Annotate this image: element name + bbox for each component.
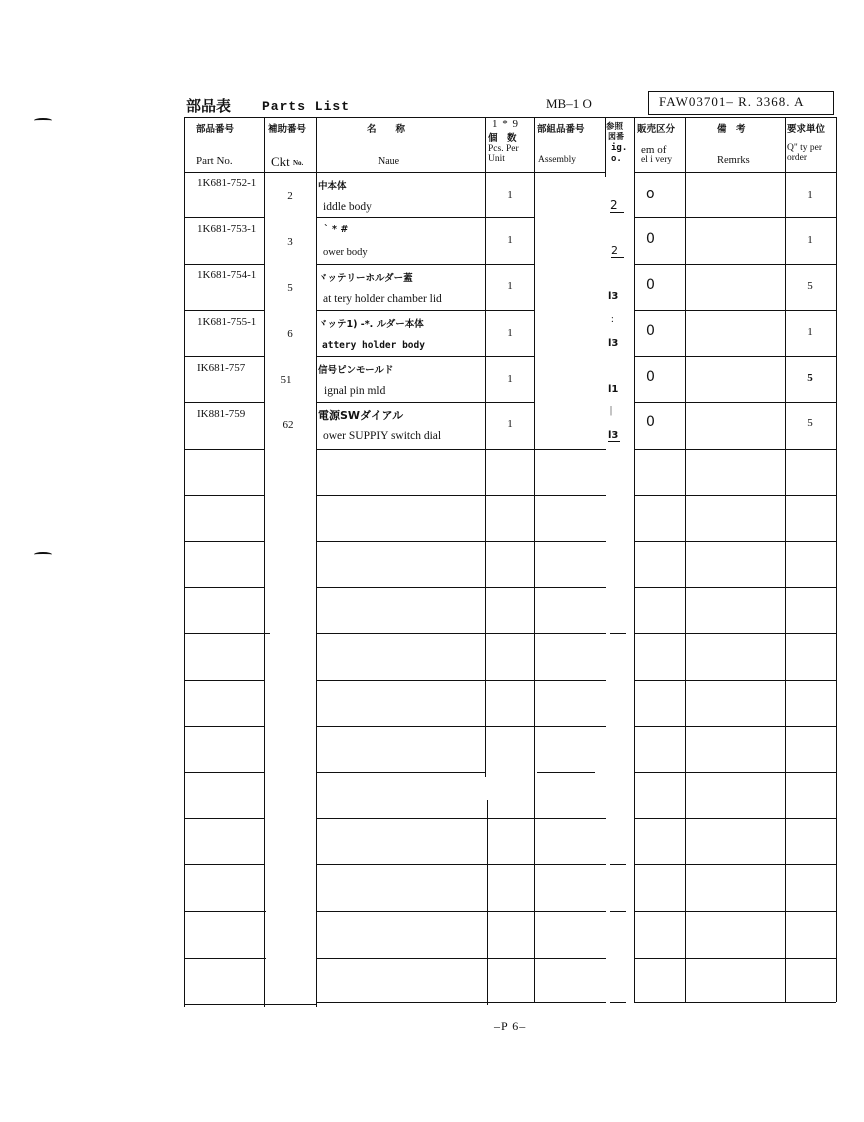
name-en: attery holder body: [322, 340, 425, 351]
name-jp: ヾッテリーホルダー蓋: [318, 273, 413, 284]
part-number: IK881-759: [197, 408, 246, 420]
col-fig-en1: ig.: [611, 143, 628, 153]
col-ckt-en-small: No.: [293, 159, 304, 167]
col-name-jp: 名 称: [367, 124, 406, 135]
delivery-code: 0: [646, 231, 655, 247]
col-order-en1: Q" ty per: [787, 143, 823, 153]
pcs-per-unit: 1: [507, 234, 513, 246]
name-jp: 中本体: [318, 181, 347, 192]
pcs-per-unit: 1: [507, 280, 513, 292]
name-en: ower body: [323, 247, 368, 258]
delivery-code: 0: [646, 323, 655, 339]
col-partno-jp: 部品番号: [196, 124, 235, 135]
col-remarks-en: Remrks: [717, 155, 750, 166]
name-jp: ヾッテ1) -*. ルダー本体: [318, 319, 424, 330]
pcs-per-unit: 1: [507, 189, 513, 201]
col-qty-en2: Unit: [488, 154, 505, 164]
part-number: 1K681-752-1: [197, 177, 257, 189]
fig-ref: l1: [608, 384, 619, 395]
order-qty: 1: [807, 189, 813, 201]
document-number: FAW03701– R. 3368. A: [648, 91, 834, 115]
order-qty: 1: [807, 234, 813, 246]
delivery-code: 0: [646, 369, 655, 385]
name-jp: ` * #: [324, 224, 349, 235]
punch-mark: [34, 552, 52, 557]
delivery-code: 0: [646, 414, 655, 430]
col-delivery-en2: el i very: [641, 155, 673, 165]
title-jp: 部品表: [186, 97, 232, 115]
name-jp: 信号ピンモールド: [318, 365, 394, 376]
order-qty: 5: [807, 372, 813, 384]
fig-ref: 2: [610, 198, 624, 213]
part-number: 1K681-755-1: [197, 316, 257, 328]
page-number: –P 6–: [494, 1019, 527, 1033]
col-delivery-en1: em of: [641, 144, 667, 156]
pcs-per-unit: 1: [507, 327, 513, 339]
order-qty: 5: [807, 280, 813, 292]
pcs-per-unit: 1: [507, 373, 513, 385]
ckt-number: 51: [280, 374, 292, 386]
part-number: IK681-757: [197, 362, 246, 374]
col-partno-en: Part No.: [196, 155, 233, 167]
name-jp: 電源SWダイアル: [318, 409, 404, 422]
pcs-per-unit: 1: [507, 418, 513, 430]
fig-ref-mark: |: [610, 405, 613, 416]
model-number: MB–1 O: [546, 96, 592, 111]
delivery-code: 0: [646, 277, 655, 293]
part-number: 1K681-753-1: [197, 223, 257, 235]
col-order-jp: 要求単位: [787, 124, 826, 135]
col-assembly-en: Assembly: [538, 155, 576, 165]
ckt-number: 2: [287, 190, 293, 202]
col-ckt-jp: 補助番号: [268, 124, 307, 135]
col-fig-en2: o.: [611, 154, 622, 164]
col-remarks-jp: 備 考: [717, 124, 746, 135]
fig-ref: l3: [608, 291, 619, 302]
name-en: at tery holder chamber lid: [323, 293, 442, 305]
punch-mark: [34, 118, 52, 123]
col-fig-jp1: 参照: [606, 122, 624, 132]
order-qty: 5: [807, 417, 813, 429]
col-order-en2: order: [787, 153, 808, 163]
title-en: Parts List: [262, 99, 351, 114]
col-name-en: Naue: [378, 156, 400, 167]
ckt-number: 6: [287, 328, 293, 340]
order-qty: 1: [807, 326, 813, 338]
col-qty-jp: 個 数: [488, 133, 517, 144]
delivery-code: o: [646, 186, 655, 202]
fig-ref-mark: :: [611, 314, 614, 325]
fig-ref: l3: [608, 338, 619, 349]
name-en: iddle body: [323, 201, 372, 213]
col-assembly-jp: 部組品番号: [537, 124, 585, 135]
col-ckt-en: Ckt: [271, 154, 290, 169]
ckt-number: 5: [287, 282, 293, 294]
col-qty-top: 1 * 9: [492, 118, 519, 130]
ckt-number: 62: [282, 419, 294, 431]
fig-ref: l3: [608, 430, 619, 441]
name-en: ower SUPPIY switch dial: [323, 430, 442, 442]
col-qty-en1: Pcs. Per: [488, 144, 519, 154]
name-en: ignal pin mld: [324, 385, 386, 397]
ckt-number: 3: [287, 236, 293, 248]
col-delivery-jp: 販売区分: [637, 124, 676, 135]
fig-ref: 2: [611, 244, 624, 258]
col-fig-jp2: 図番: [608, 132, 624, 141]
part-number: 1K681-754-1: [197, 269, 257, 281]
